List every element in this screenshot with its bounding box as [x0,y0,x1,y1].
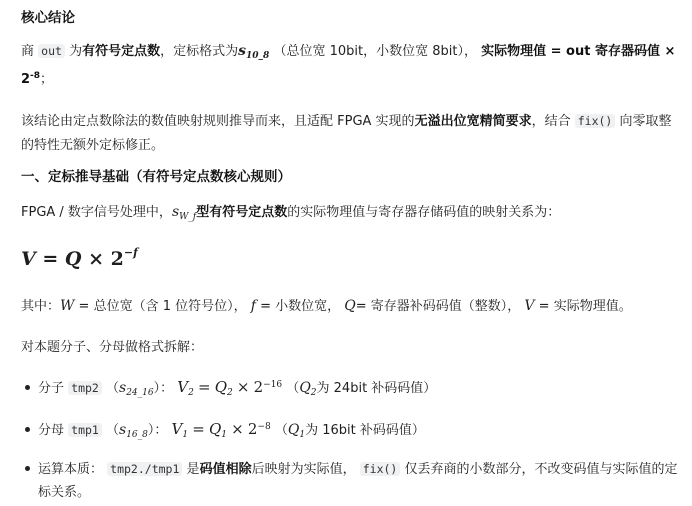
text: （总位宽 10bit，小数位宽 8bit）， [273,44,477,59]
text: 商 [21,44,35,59]
text: ； [40,72,54,87]
format-symbol: $s_{10\_8}$ [238,43,270,61]
text: FPGA / 数字信号处理中， [21,205,172,220]
bold-text: 有符号定点数 [82,44,161,59]
list-item-denominator: 分母 tmp1 $(s_{16\_8})$： $V_1 = Q_1 \times 2^{-8}$ （$Q_1$为 16bit 补码码值） [38,420,425,440]
conclusion-p2-line-2 [21,134,164,153]
text: ，结合 [531,114,571,129]
section-heading: 一、定标推导基础（有符号定点数核心规则） [21,169,291,185]
list-item-numerator: 分子 tmp2 $(s_{24\_16})$： $V_2 = Q_2 \times 2^{-16}$ （$Q_2$为 24bit 补码码值） [38,378,437,398]
bullet-dot [25,466,30,471]
bold-text: 实际物理值 = out 寄存器码值 × [481,44,676,59]
list-item-operation-line-2: 标关系。 [38,485,91,500]
conclusion-p2-line-1 [21,110,672,129]
inline-code: out [38,44,65,58]
conclusion-line-1 [21,40,675,61]
inline-code: fix() [575,114,616,128]
conclusion-line-2 [21,68,53,87]
intro-line [21,201,560,222]
text: 的特性无额外定标修正。 [21,138,165,153]
text: 为 [69,44,83,59]
power-expression: $2^{-8}$ [21,71,41,87]
format-symbol: $s_{W\_f}$ [171,204,197,222]
text: 该结论由定点数除法的数值映射规则推导而来，且适配 FPGA 实现的 [21,114,415,129]
bullet-dot [25,427,30,432]
split-intro: 对本题分子、分母做格式拆解： [21,340,204,355]
list-item-operation: 运算本质： tmp2./tmp1 是码值相除后映射为实际值， fix() 仅丢弃商的小数部分，不改变码值与实际值的定 [38,462,678,477]
text: ，定标格式为 [160,44,239,59]
text: 向零取整 [619,114,672,129]
bold-text: 无溢出位宽精简要求 [414,114,532,129]
definitions-line: 其中：W = 总位宽（含 1 位符号位）， f = 小数位宽， Q= 寄存器补码码值（整数）， V = 实际物理值。 [21,298,632,314]
bullet-dot [25,385,30,390]
section-title: 核心结论 [21,10,75,26]
main-formula: $V = Q \times 2^{-f}$ [21,246,138,270]
bold-text: 型有符号定点数 [196,205,288,220]
text: 的实际物理值与寄存器存储码值的映射关系为： [287,205,561,220]
